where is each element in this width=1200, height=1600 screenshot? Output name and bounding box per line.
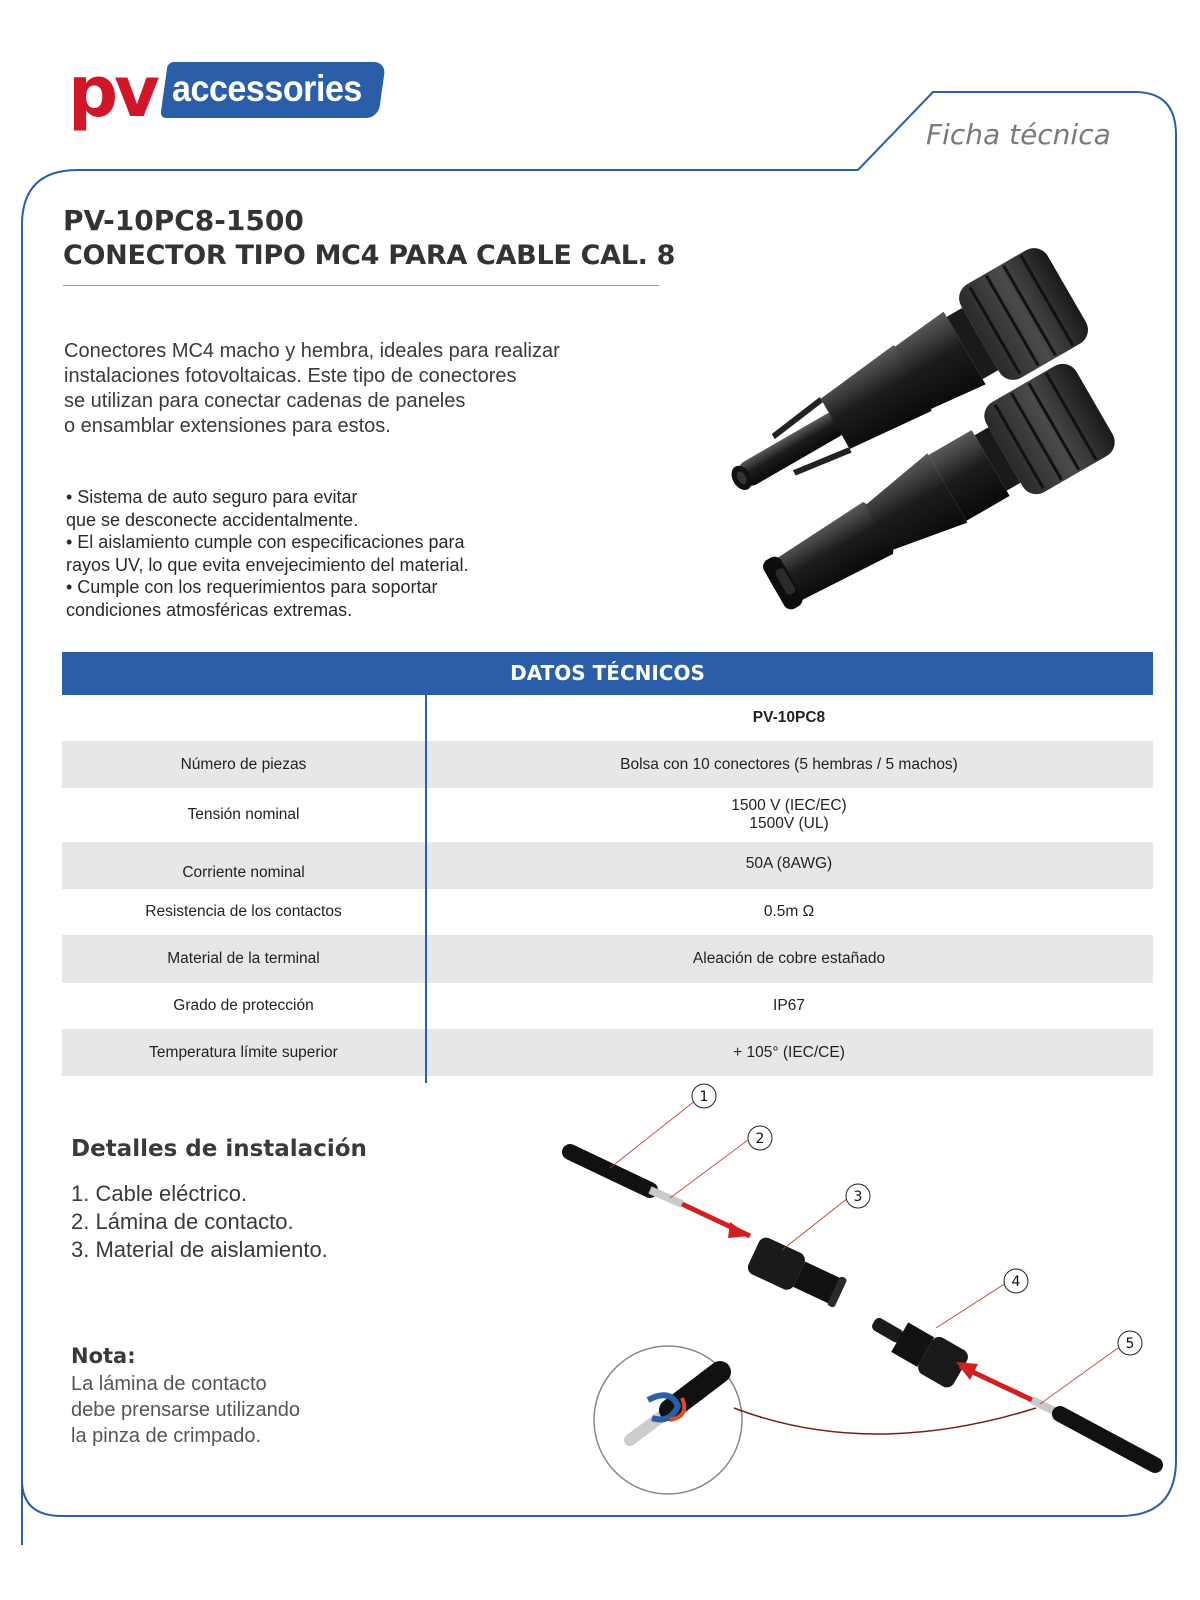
product-code: PV-10PC8-1500 xyxy=(63,204,304,237)
cable-top xyxy=(570,1152,750,1238)
description-line: se utilizan para conectar cadenas de paneles xyxy=(64,390,466,412)
table-row xyxy=(62,983,1153,1029)
logo-pv-text: pv xyxy=(68,51,156,133)
row-label: Número de piezas xyxy=(180,755,307,773)
doc-type-label: Ficha técnica xyxy=(926,118,1111,151)
table-row xyxy=(62,842,1153,889)
row-label: Temperatura límite superior xyxy=(149,1043,338,1061)
table-row xyxy=(62,788,1153,842)
description-line: Conectores MC4 macho y hembra, ideales para realizar xyxy=(64,340,560,362)
mc4-connectors-image xyxy=(720,228,1140,618)
row-label: Resistencia de los contactos xyxy=(145,903,342,920)
row-value: 50A (8AWG) xyxy=(745,854,833,872)
row-label: Material de la terminal xyxy=(167,950,320,967)
description-line: instalaciones fotovoltaicas. Este tipo de conectores xyxy=(64,365,517,387)
feature-line: condiciones atmosféricas extremas. xyxy=(66,599,353,620)
installation-item: 3. Material de aislamiento. xyxy=(71,1237,328,1262)
product-name: CONECTOR TIPO MC4 PARA CABLE CAL. 8 xyxy=(63,240,676,271)
table-header-empty xyxy=(62,695,425,741)
feature-line: • El aislamiento cumple con especificaciones para xyxy=(66,532,465,552)
table-row xyxy=(62,935,1153,983)
male-connector-diagram xyxy=(863,1304,971,1390)
callout-5: 5 xyxy=(1125,1336,1135,1352)
installation-list xyxy=(71,1180,328,1264)
row-value: + 105° (IEC/CE) xyxy=(733,1043,845,1061)
note-line: la pinza de crimpado. xyxy=(71,1425,262,1447)
specs-table xyxy=(62,695,1153,1076)
row-label: Grado de protección xyxy=(173,997,314,1014)
cable-bottom xyxy=(956,1362,1155,1465)
callout-4: 4 xyxy=(1011,1274,1021,1290)
row-value: IP67 xyxy=(773,997,805,1014)
table-row xyxy=(62,1029,1153,1076)
table-row xyxy=(62,889,1153,935)
row-value: Aleación de cobre estañado xyxy=(692,950,886,967)
row-value: 0.5m Ω xyxy=(763,903,815,920)
logo-accessories-text: accessories xyxy=(172,68,362,109)
table-header-row xyxy=(62,695,1153,741)
row-value: 1500 V (IEC/EC) xyxy=(731,797,847,814)
callout-3: 3 xyxy=(853,1189,863,1205)
note-line: La lámina de contacto xyxy=(71,1373,267,1395)
callout-2: 2 xyxy=(755,1131,765,1147)
installation-diagram xyxy=(570,1089,1190,1500)
callout-1: 1 xyxy=(699,1089,709,1105)
table-column-header: PV-10PC8 xyxy=(752,709,826,726)
installation-item: 2. Lámina de contacto. xyxy=(71,1209,294,1234)
feature-line: • Sistema de auto seguro para evitar xyxy=(66,487,358,507)
description-line: o ensamblar extensiones para estos. xyxy=(64,415,391,437)
brand-logo xyxy=(68,51,388,140)
row-value: 1500V (UL) xyxy=(749,815,829,832)
installation-title: Detalles de instalación xyxy=(71,1136,367,1162)
feature-line: que se desconecte accidentalmente. xyxy=(66,509,359,530)
row-label: Tensión nominal xyxy=(187,806,300,823)
title-divider xyxy=(63,285,659,286)
note-line: debe prensarse utilizando xyxy=(71,1399,301,1421)
table-row xyxy=(62,741,1153,788)
product-description xyxy=(64,339,664,439)
feature-line: rayos UV, lo que evita envejecimiento del material. xyxy=(66,554,469,575)
table-title: DATOS TÉCNICOS xyxy=(62,652,1153,695)
note-text xyxy=(71,1371,300,1449)
female-connector-diagram xyxy=(745,1235,849,1312)
feature-line: • Cumple con los requerimientos para soportar xyxy=(66,577,438,597)
row-value: Bolsa con 10 conectores (5 hembras / 5 machos) xyxy=(620,755,958,773)
feature-list xyxy=(66,486,666,621)
installation-item: 1. Cable eléctrico. xyxy=(71,1181,248,1206)
note-title: Nota: xyxy=(71,1344,136,1368)
table-column-divider xyxy=(425,695,427,1083)
row-label: Corriente nominal xyxy=(182,863,305,881)
